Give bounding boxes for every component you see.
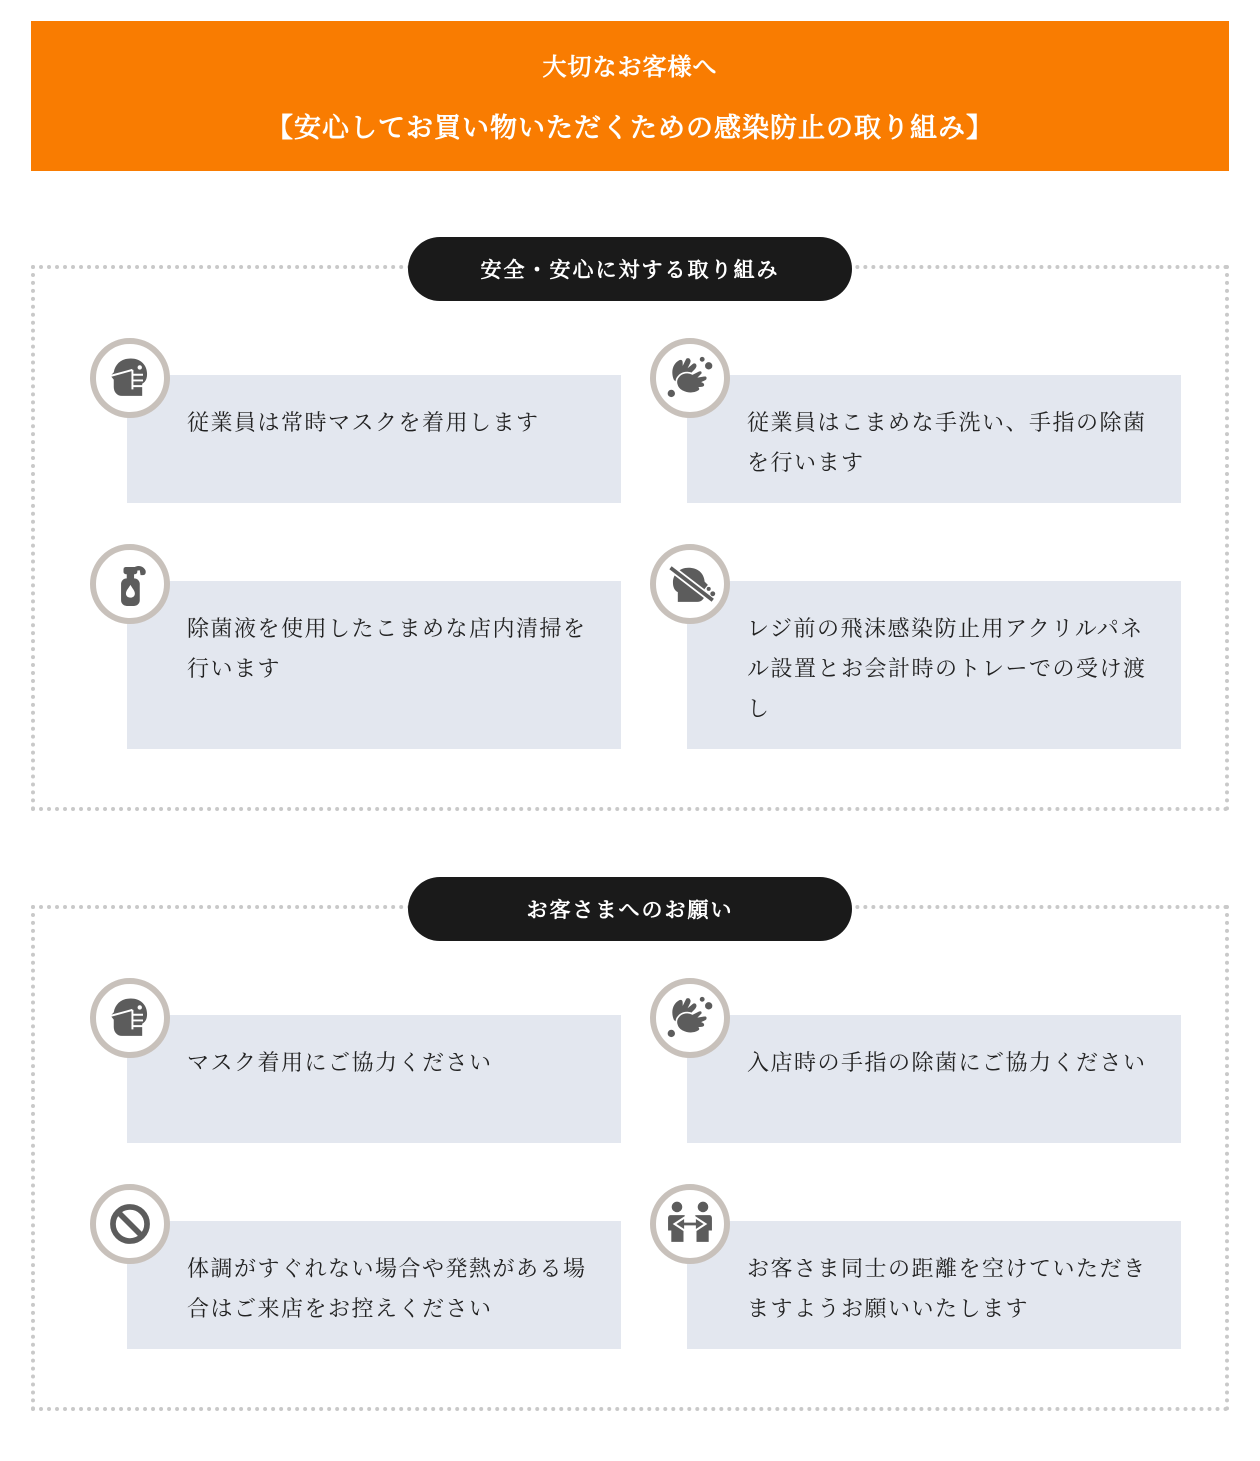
item-card	[127, 375, 621, 503]
list-item	[127, 1221, 621, 1349]
item-card	[687, 375, 1181, 503]
item-text: マスク着用にご協力ください	[187, 1050, 493, 1075]
item-card	[687, 1221, 1181, 1349]
notice-banner	[31, 21, 1229, 171]
section-safety-measures	[31, 259, 1229, 811]
items-grid	[35, 909, 1225, 1407]
item-card	[127, 1015, 621, 1143]
face-mask-icon	[90, 338, 170, 418]
section-title-pill: 安全・安心に対する取り組み	[408, 237, 852, 301]
section-title-pill: お客さまへのお願い	[408, 877, 852, 941]
item-card	[127, 1221, 621, 1349]
item-text: 従業員は常時マスクを着用します	[187, 410, 540, 435]
hand-washing-icon	[650, 338, 730, 418]
prohibition-icon	[90, 1184, 170, 1264]
item-text: お客さま同士の距離を空けていただきますようお願いいたします	[747, 1256, 1147, 1321]
social-distance-icon	[650, 1184, 730, 1264]
item-text: レジ前の飛沫感染防止用アクリルパネル設置とお会計時のトレーでの受け渡し	[747, 616, 1147, 721]
item-card	[687, 1015, 1181, 1143]
section-customer-requests	[31, 899, 1229, 1411]
list-item	[127, 1015, 621, 1143]
item-text: 入店時の手指の除菌にご協力ください	[747, 1050, 1147, 1075]
list-item	[687, 375, 1181, 503]
banner-title: 大切なお客様へ	[542, 54, 718, 81]
hand-washing-icon	[650, 978, 730, 1058]
item-text: 従業員はこまめな手洗い、手指の除菌を行います	[747, 410, 1147, 475]
item-text: 体調がすぐれない場合や発熱がある場合はご来店をお控えください	[187, 1256, 587, 1321]
list-item	[687, 1221, 1181, 1349]
droplet-prevention-icon	[650, 544, 730, 624]
item-card	[127, 581, 621, 749]
banner-subtitle: 【安心してお買い物いただくための感染防止の取り組み】	[266, 113, 994, 143]
list-item	[127, 581, 621, 749]
item-card	[687, 581, 1181, 749]
list-item	[687, 1015, 1181, 1143]
list-item	[127, 375, 621, 503]
face-mask-icon	[90, 978, 170, 1058]
page	[0, 21, 1260, 1411]
list-item	[687, 581, 1181, 749]
item-text: 除菌液を使用したこまめな店内清掃を行います	[187, 616, 587, 681]
items-grid	[35, 269, 1225, 807]
sanitizer-bottle-icon	[90, 544, 170, 624]
